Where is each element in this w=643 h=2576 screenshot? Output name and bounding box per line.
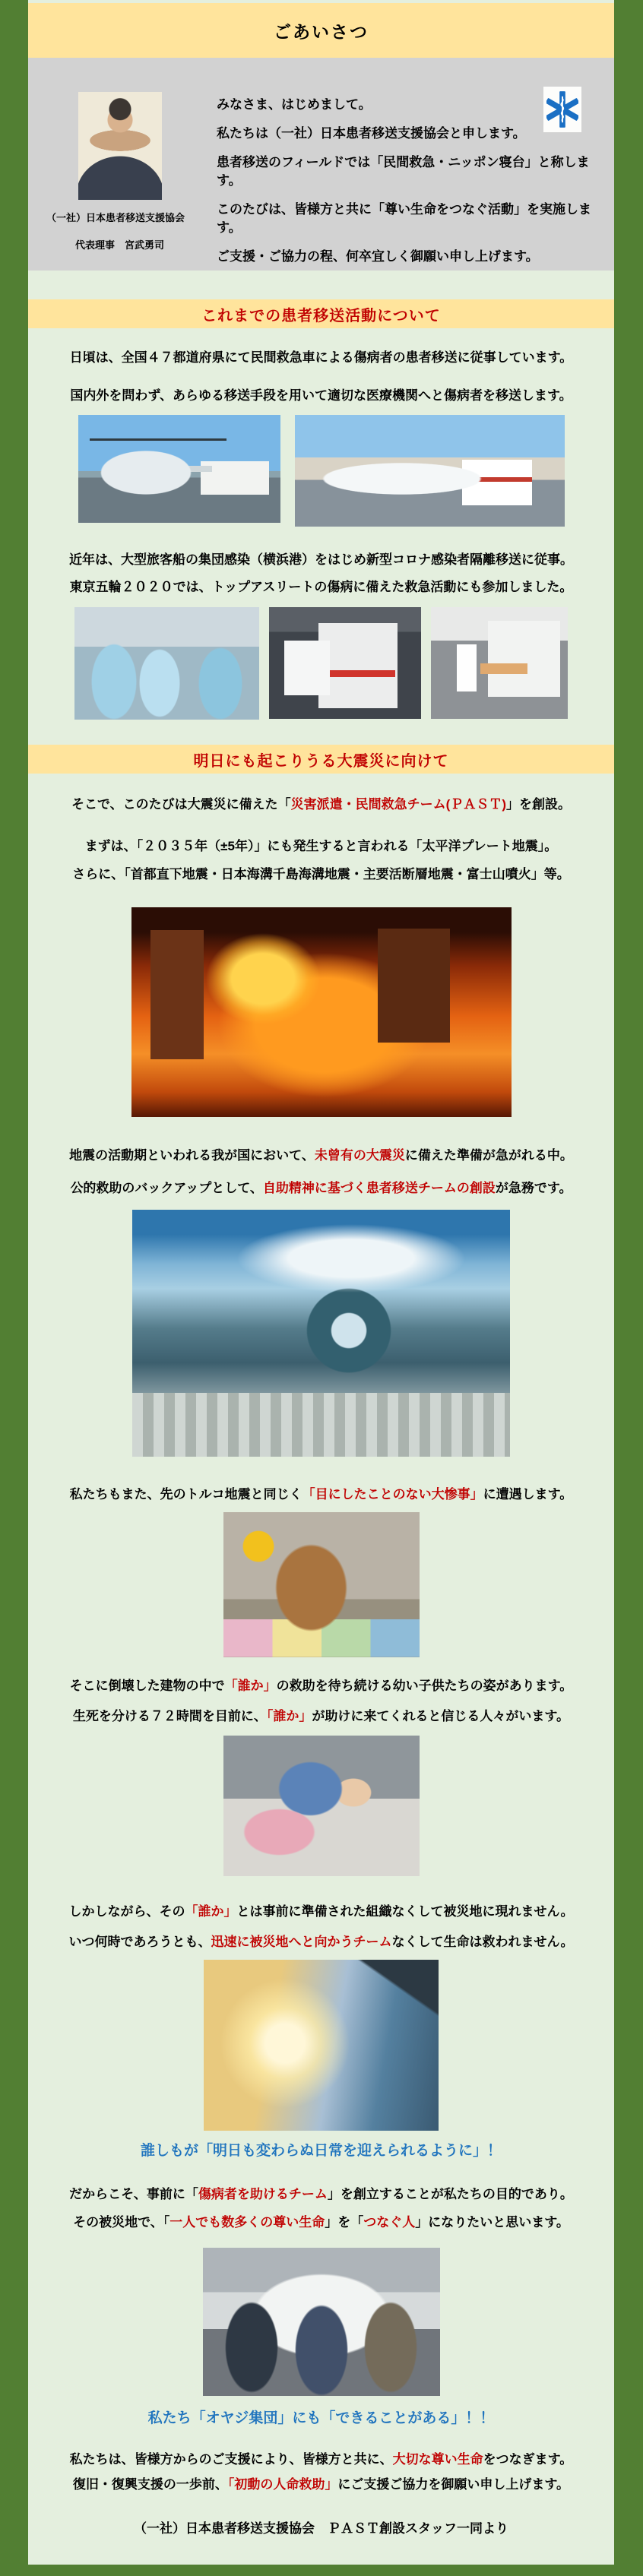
paragraph-initial-lifesaving: 復旧・復興支援の一歩前、「初動の人命救助」にご支援ご協力を御願い申し上げます。 xyxy=(72,2477,570,2492)
children-under-rubble-photo xyxy=(223,1736,420,1876)
paragraph-children-waiting: そこに倒壊した建物の中で「誰か」の救助を待ち続ける幼い子供たちの姿があります。 xyxy=(69,1679,573,1693)
section-header-disaster xyxy=(28,745,614,774)
paragraph-past-founding: そこで、このたびは大震災に備えた「災害派遣・民間救急チーム(ＰＡＳＴ)」を創設。 xyxy=(71,797,571,812)
portrait-caption-org: （一社）日本患者移送支援協会 xyxy=(46,212,185,223)
portrait-caption-role: 代表理事 宮武勇司 xyxy=(75,239,165,251)
ambulance-garage-photo xyxy=(269,607,421,719)
greeting-section xyxy=(28,58,614,271)
section-title-greeting: ごあいさつ xyxy=(274,21,369,42)
greeting-line: ご支援・ご協力の程、何卒宜しく御願い申し上げます。 xyxy=(217,249,539,264)
photo-row-transport xyxy=(28,415,614,527)
blue-headline-everyday: 誰しもが「明日も変わらぬ日常を迎えられるように」！ xyxy=(140,2143,502,2159)
greeting-line: 私たちは（一社）日本患者移送支援協会と申します。 xyxy=(217,126,526,141)
air-ambulance-photo xyxy=(295,415,565,527)
footer-signature: （一社）日本患者移送支援協会 ＰＡＳＴ創設スタッフ一同より xyxy=(134,2521,508,2536)
section-title-activities: これまでの患者移送活動について xyxy=(201,307,441,324)
paragraph-connect-lives: その被災地で、「一人でも数多くの尊い生命」を「つなぐ人」になりたいと思います。 xyxy=(73,2215,569,2229)
cruise-ship-ppe-photo xyxy=(74,607,259,720)
blue-headline-oyaji: 私たち「オヤジ集団」にも「できることがある」！！ xyxy=(147,2410,495,2426)
tsunami-photo xyxy=(132,1210,510,1457)
greeting-line: 患者移送のフィールドでは「民間救急・ニッポン寝台」と称します。 xyxy=(217,155,590,188)
paragraph-daily-transport: 日頃は、全国４７都道府県にて民間救急車による傷病者の患者移送に従事しています。 xyxy=(69,350,573,365)
paragraph-turkey-quake: 私たちもまた、先のトルコ地震と同じく「目にしたことのない大惨事」に遭遇します。 xyxy=(69,1487,573,1502)
paragraph-any-means: 国内外を問わず、あらゆる移送手段を用いて適切な医療機関へと傷病者を移送します。 xyxy=(70,388,572,403)
team-sunset-photo xyxy=(204,1960,439,2131)
paragraph-backup-team: 公的救助のバックアップとして、自助精神に基づく患者移送チームの創設が急務です。 xyxy=(70,1181,572,1195)
paragraph-rapid-team: いつ何時であろうとも、迅速に被災地へと向かうチームなくして生命は救われません。 xyxy=(68,1935,574,1949)
greeting-line: みなさま、はじめまして。 xyxy=(217,97,372,112)
greeting-text-block xyxy=(217,96,597,277)
paragraph-our-purpose: だからこそ、事前に「傷病者を助けるチーム」を創立することが私たちの目的であり。 xyxy=(69,2187,573,2201)
greeting-line: このたびは、皆様方と共に「尊い生命をつなぐ活動」を実施します。 xyxy=(217,202,591,235)
content-column xyxy=(28,0,614,2565)
chairman-portrait-photo xyxy=(78,92,162,200)
section-title-disaster: 明日にも起こりうる大震災に向けて xyxy=(193,752,449,770)
paragraph-with-your-support: 私たちは、皆様方からのご支援により、皆様方と共に、大切な尊い生命をつなぎます。 xyxy=(69,2452,573,2467)
stretcher-loading-photo xyxy=(431,607,568,719)
city-fire-photo xyxy=(131,907,512,1117)
section-header-activities xyxy=(28,299,614,328)
paragraph-covid-transfer: 近年は、大型旅客船の集団感染（横浜港）をはじめ新型コロナ感染者隔離移送に従事。 xyxy=(69,552,573,567)
paragraph-72-hours: 生死を分ける７２時間を目前に、「誰か」が助けに来てくれると信じる人々がいます。 xyxy=(72,1709,570,1723)
section-header-greeting xyxy=(28,3,614,58)
helicopter-transfer-photo xyxy=(78,415,280,523)
photo-row-operations xyxy=(28,607,614,720)
paragraph-active-period: 地震の活動期といわれる我が国において、未曾有の大震災に備えた準備が急がれる中。 xyxy=(69,1148,573,1163)
founding-staff-photo xyxy=(203,2248,440,2396)
paragraph-no-organization: しかしながら、その「誰か」とは事前に準備された組織なくして被災地に現れません。 xyxy=(68,1904,574,1919)
paragraph-pacific-plate: まずは、「２０３５年（±5年）」にも発生すると言われる「太平洋プレート地震」。 xyxy=(84,839,558,853)
star-of-life-icon xyxy=(543,87,581,132)
paragraph-olympics: 東京五輪２０２０では、トップアスリートの傷病に備えた救急活動にも参加しました。 xyxy=(69,580,573,594)
paragraph-other-quakes: さらに、「首都直下地震・日本海溝千島海溝地震・主要活断層地震・富士山噴火」等。 xyxy=(72,867,570,881)
earthquake-rescue-photo xyxy=(223,1512,420,1657)
